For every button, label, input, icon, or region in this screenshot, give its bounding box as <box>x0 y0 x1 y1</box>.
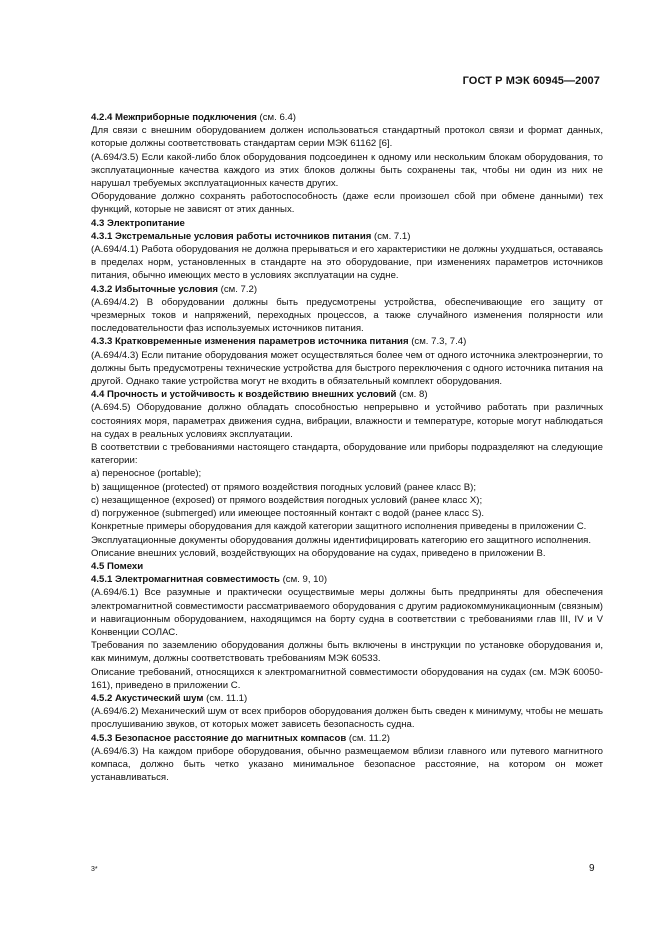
paragraph: Описание требований, относящихся к электромагнитной совместимости оборудования на судах (см. МЭК 60050-161), приведено в приложении C. <box>91 666 603 691</box>
section-heading-ref: (см. 7.2) <box>217 283 258 295</box>
section-heading-title: 4.4 Прочность и устойчивость к воздействию внешних условий <box>91 389 397 401</box>
paragraph: (A.694/6.3) На каждом приборе оборудования, обычно размещаемом вблизи главного или путевого магнитного компаса, должно быть четко указано минимальное безопасное расстояние, на котором он может устанавливаться. <box>91 745 603 784</box>
section-heading <box>91 692 603 705</box>
section-heading <box>91 335 603 348</box>
section-heading-title: 4.5.3 Безопасное расстояние до магнитных компасов <box>91 732 347 744</box>
section-heading <box>91 230 603 243</box>
paragraph: (A.694/4.3) Если питание оборудования может осуществляться более чем от одного источника электроэнергии, то должны быть предусмотрены технические устройства для быстрого переключения с одного источника питания на другой. Однако такие устройства могут не входить в обязательный комплект оборудования. <box>91 349 603 388</box>
section-heading <box>91 560 603 573</box>
signature-mark: 3* <box>91 866 98 873</box>
paragraph: (A.694/6.2) Механический шум от всех приборов оборудования должен быть сведен к минимуму, чтобы не мешать прослушиванию звуков, от которых может зависеть безопасность судна. <box>91 706 603 731</box>
paragraph: (A.694/3.5) Если какой-либо блок оборудования подсоединен к одному или нескольким блокам оборудования, то эксплуатационные качества каждого из этих блоков должны быть сохранены так, чтобы ни один из них не нарушал требуемых эксплуатационных качеств других. <box>91 151 603 190</box>
section-heading-title: 4.3.3 Кратковременные изменения параметров источника питания <box>91 336 409 348</box>
section-heading <box>91 388 603 401</box>
page-number: 9 <box>589 863 595 874</box>
section-heading-title: 4.5 Помехи <box>91 560 144 572</box>
paragraph: a) переносное (portable); <box>91 468 202 480</box>
paragraph: c) незащищенное (exposed) от прямого воздействия погодных условий (ранее класс X); <box>91 494 483 506</box>
paragraph: Оборудование должно сохранять работоспособность (даже если произошел сбой при обмене данными) тех функций, которые не зависят от этих данных. <box>91 191 603 216</box>
paragraph: В соответствии с требованиями настоящего стандарта, оборудование или приборы подразделяют на следующие категории: <box>91 442 603 467</box>
paragraph: Конкретные примеры оборудования для каждой категории защитного исполнения приведены в приложении C. <box>91 521 587 533</box>
section-heading-ref: (см. 6.4) <box>256 112 296 123</box>
section-heading <box>91 111 603 124</box>
section-heading-title: 4.3.1 Экстремальные условия работы источников питания <box>91 230 372 242</box>
section-heading <box>91 573 603 586</box>
section-heading-title: 4.2.4 Межприборные подключения <box>91 112 257 123</box>
paragraph: (A.694/4.2) В оборудовании должны быть предусмотрены устройства, обеспечивающие его защиту от чрезмерных токов и напряжений, переходных процессов, а также случайного изменения полярности или последовательности фаз используемых источников питания. <box>91 296 603 335</box>
section-heading-title: 4.3 Электропитание <box>91 217 185 229</box>
paragraph: Для связи с внешним оборудованием должен использоваться стандартный протокол связи и формат данных, которые должны соответствовать стандартам серии МЭК 61162 [6]. <box>91 125 603 150</box>
document-header: ГОСТ Р МЭК 60945—2007 <box>462 75 600 87</box>
paragraph: (A.694.5) Оборудование должно обладать способностью непрерывно и устойчиво работать при различных состояниях моря, параметрах движения судна, вибрации, влажности и температуре, которые могут наблюдаться на судах в реальных условиях эксплуатации. <box>91 402 603 440</box>
paragraph: (A.694/4.1) Работа оборудования не должна прерываться и его характеристики не должны ухудшаться, оставаясь в пределах норм, установленных в стандарте на это оборудование, при изменениях параметров источников питания, обычно имеющих место в условиях эксплуатации на судне. <box>91 244 603 282</box>
section-heading <box>91 217 603 230</box>
section-heading-title: 4.3.2 Избыточные условия <box>91 283 218 295</box>
section-heading-ref: (см. 9, 10) <box>279 574 328 586</box>
section-heading-ref: (см. 11.1) <box>203 692 248 704</box>
section-heading-title: 4.5.1 Электромагнитная совместимость <box>91 574 280 586</box>
paragraph: Эксплуатационные документы оборудования должны идентифицировать категорию его защитного исполнения. <box>91 534 592 546</box>
section-heading-ref: (см. 7.3, 7.4) <box>408 336 467 348</box>
document-body <box>91 111 603 784</box>
paragraph: (A.694/6.1) Все разумные и практически осуществимые меры должны быть предприняты для обеспечения электромагнитной совместимости рассматриваемого оборудования с другим радиокоммуникационным (связным) и навигационным оборудованием, находящимся на борту судна в соответствии с требованиями глав III, IV и V Конвенции СОЛАС. <box>91 587 603 638</box>
section-heading-ref: (см. 8) <box>396 389 428 401</box>
paragraph: Требования по заземлению оборудования должны быть включены в инструкции по установке оборудования и, как минимум, должны соответствовать требованиям МЭК 60533. <box>91 640 603 665</box>
paragraph: b) защищенное (protected) от прямого воздействия погодных условий (ранее класс B); <box>91 481 476 493</box>
section-heading-ref: (см. 11.2) <box>346 732 390 744</box>
section-heading <box>91 732 603 745</box>
paragraph: Описание внешних условий, воздействующих на оборудование на судах, приведено в приложении B. <box>91 547 546 559</box>
paragraph: d) погруженное (submerged) или имеющее постоянный контакт с водой (ранее класс S). <box>91 508 485 520</box>
section-heading <box>91 283 603 296</box>
section-heading-ref: (см. 7.1) <box>371 230 411 242</box>
section-heading-title: 4.5.2 Акустический шум <box>91 692 204 704</box>
